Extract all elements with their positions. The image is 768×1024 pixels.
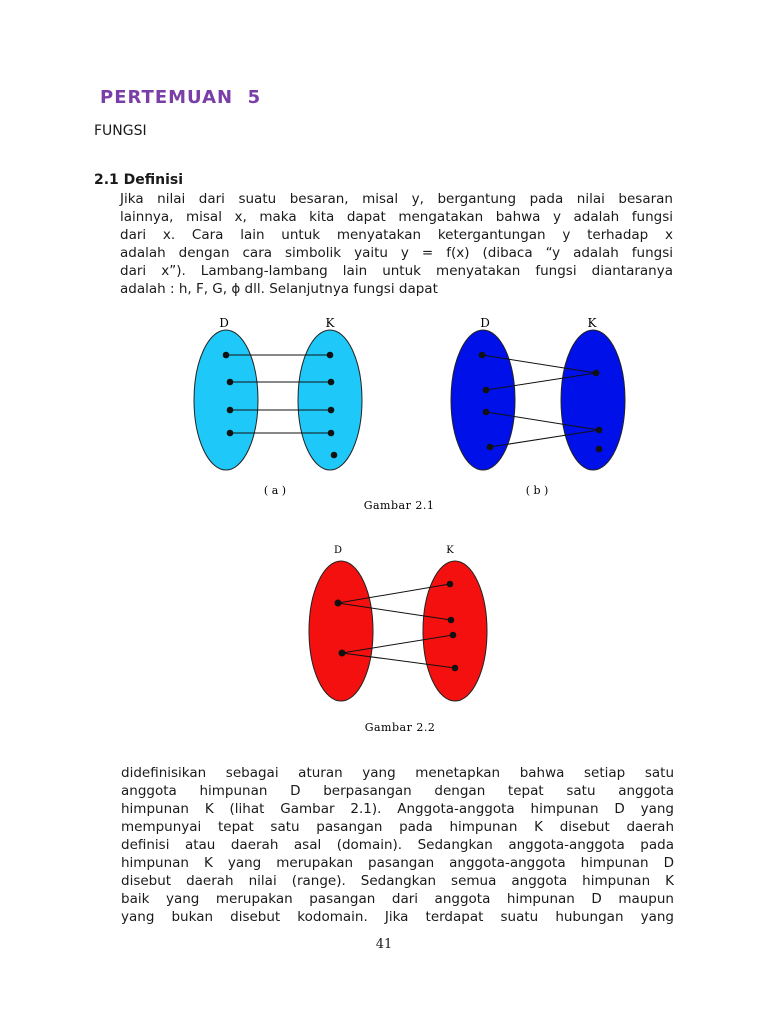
text-line: adalah : h, F, G, ϕ dll. Selanjutnya fungsi dapat [120, 281, 438, 297]
text-line: dari x”). Lambang-lambang lain untuk menyatakan fungsi diantaranya [120, 263, 673, 279]
text-line: mempunyai tepat satu pasangan pada himpunan K disebut daerah [121, 819, 674, 835]
text-line: anggota himpunan D berpasangan dengan tepat satu anggota [121, 783, 674, 799]
figure-a [194, 316, 362, 497]
figure-1-caption: Gambar 2.1 [363, 499, 435, 512]
page-number: 41 [375, 937, 393, 952]
domain-label-b: D [480, 316, 490, 330]
figure-b [451, 316, 625, 497]
domain-set-c [309, 561, 373, 701]
text-line: yang bukan disebut kodomain. Jika terdapat suatu hubungan yang [121, 909, 674, 925]
domain-label-c: D [333, 545, 343, 556]
codomain-label-a: K [325, 316, 335, 330]
sub-label-a: ( a ) [263, 484, 287, 497]
codomain-label-c: K [446, 545, 454, 556]
text-line: baik yang merupakan pasangan dari anggota himpunan D maupun [121, 891, 674, 907]
sub-label-b: ( b ) [525, 484, 549, 497]
paragraph-function-definition [121, 764, 674, 926]
domain-label-a: D [219, 316, 229, 330]
figure-2-caption: Gambar 2.2 [364, 721, 436, 734]
text-line: adalah dengan cara simbolik yaitu y = f(x) (dibaca “y adalah fungsi [120, 245, 673, 261]
text-line: didefinisikan sebagai aturan yang menetapkan bahwa setiap satu [121, 765, 674, 781]
text-line: definisi atau daerah asal (domain). Sedangkan anggota-anggota pada [121, 837, 674, 853]
codomain-label-b: K [587, 316, 597, 330]
figure-2-2 [309, 545, 487, 734]
text-line: dari x. Cara lain untuk menyatakan ketergantungan y terhadap x [120, 227, 673, 243]
codomain-set-c [423, 561, 487, 701]
text-line: himpunan K (lihat Gambar 2.1). Anggota-anggota himpunan D yang [121, 801, 674, 817]
section-title: 2.1 Definisi [94, 172, 184, 188]
domain-set-a [194, 330, 258, 470]
text-line: disebut daerah nilai (range). Sedangkan semua anggota himpunan K [121, 873, 674, 889]
codomain-set-a [298, 330, 362, 470]
chapter-title: PERTEMUAN 5 [100, 87, 262, 108]
domain-set-b [451, 330, 515, 470]
text-line: lainnya, misal x, maka kita dapat mengatakan bahwa y adalah fungsi [120, 209, 673, 225]
text-line: himpunan K yang merupakan pasangan anggota-anggota himpunan D [121, 855, 674, 871]
codomain-set-b [561, 330, 625, 470]
text-line: Jika nilai dari suatu besaran, misal y, bergantung pada nilai besaran [120, 191, 673, 207]
topic-title: FUNGSI [94, 123, 147, 139]
